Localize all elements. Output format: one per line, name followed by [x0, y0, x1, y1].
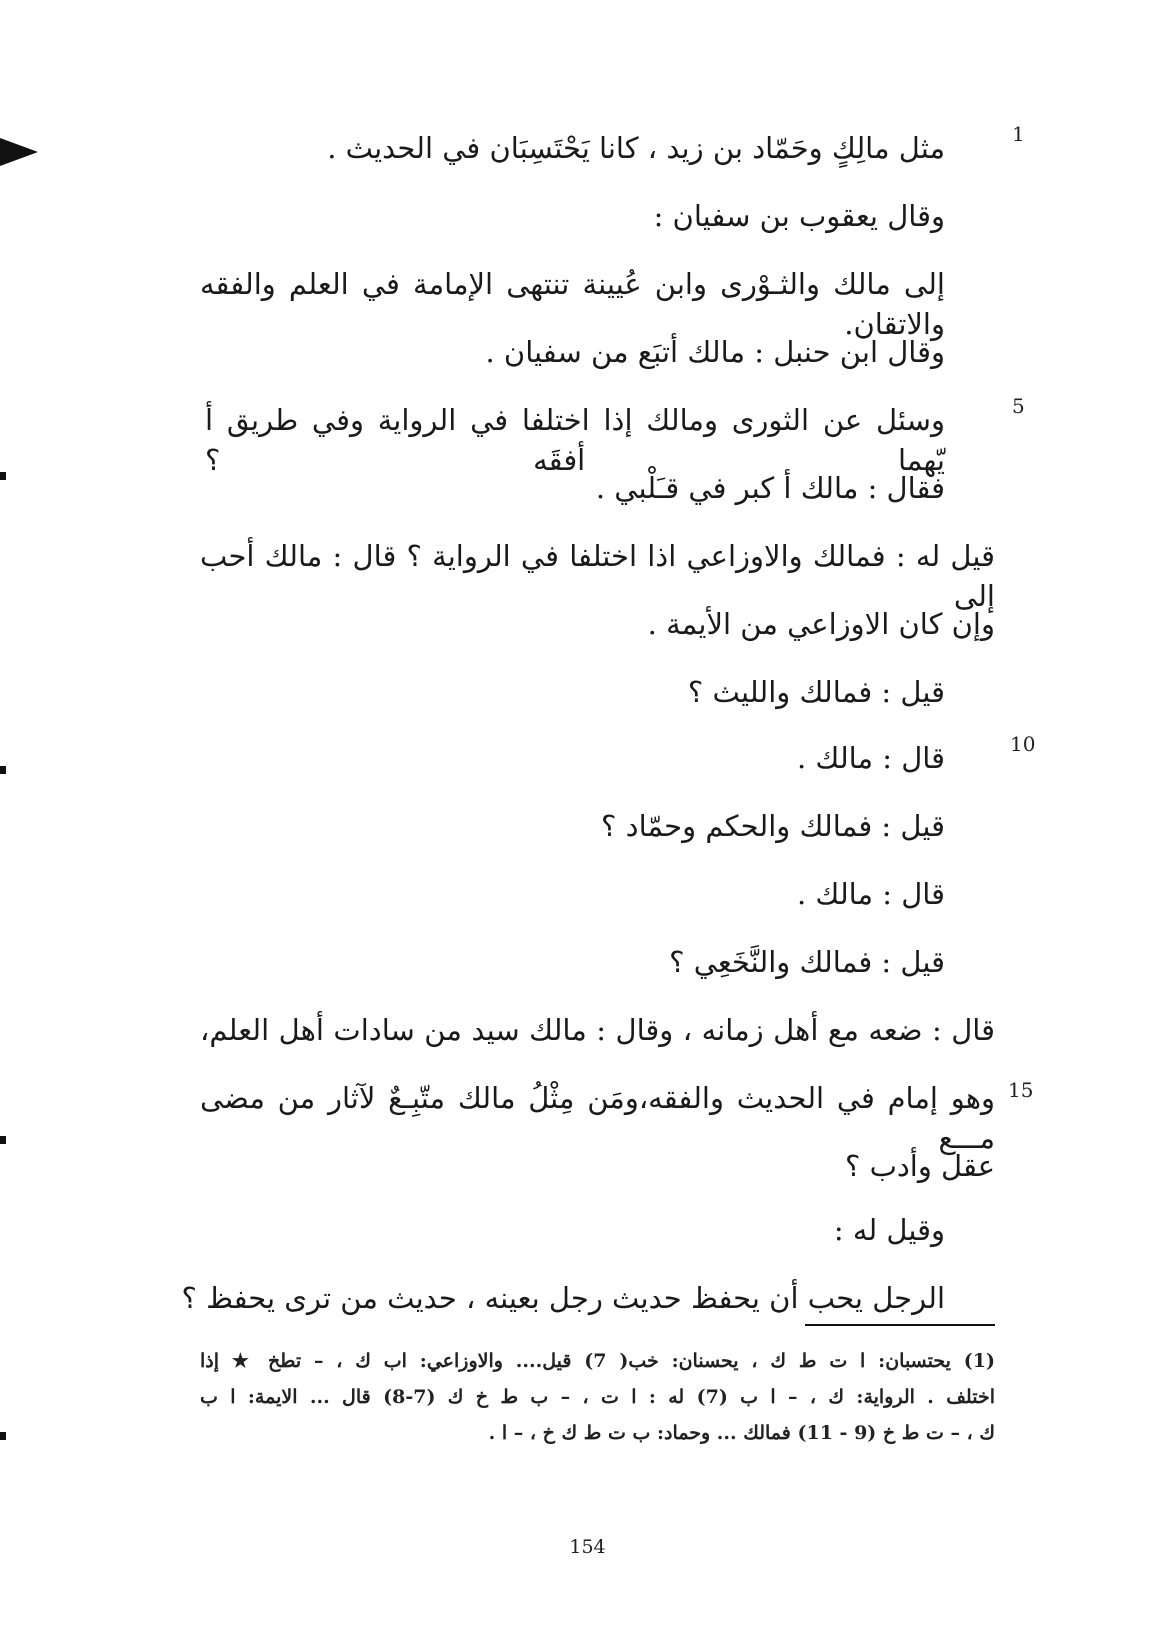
footnote-line: ك ، – ت ط خ (9 - 11) فمالك ... وحماد: ب ت ط ك خ ، – ا . — [488, 1422, 995, 1444]
text-line: إلى مالك والثـوْرى وابن عُيينة تنتهى الإمامة في العلم والفقه والاتقان. — [200, 267, 945, 341]
footnote-line: اختلف . الرواية: ك ، – ا ب (7) له : ا ت ، – ب ط خ ك (7-8) قال ... الايمة: ا ب — [200, 1386, 995, 1408]
text-line: الرجل يحب أن يحفظ حديث رجل بعينه ، حديث من ترى يحفظ ؟ — [181, 1281, 945, 1315]
text-line: قال : ضعه مع أهل زمانه ، وقال : مالك سيد من سادات أهل العلم، — [200, 1013, 995, 1047]
text-line: وهو إمام في الحديث والفقه،ومَن مِثْلُ مالك متّبِـعٌ لآثار من مضى مـــع — [200, 1081, 995, 1155]
text-line: وسئل عن الثورى ومالك إذا اختلفا في الرواية وفي طريق أ يّهما أفقَه ؟ — [205, 403, 945, 477]
text-line: قيل : فمالك والنَّخَعِي ؟ — [669, 945, 945, 979]
text-line: قيل : فمالك والحكم وحمّاد ؟ — [601, 809, 945, 843]
text-line: وقال يعقوب بن سفيان : — [653, 199, 945, 233]
footnote-line: (1) يحتسبان: ا ت ط ك ، يحسنان: خب( 7) قيل.... والاوزاعي: اب ك ، – تطخ ★ إذا — [200, 1350, 995, 1372]
margin-speck — [0, 1136, 6, 1144]
footnote-divider — [805, 1324, 995, 1326]
text-line: قال : مالك . — [796, 877, 945, 911]
text-line: عقل وأدب ؟ — [844, 1149, 995, 1183]
line-number: 5 — [1012, 394, 1025, 418]
line-number: 10 — [1010, 732, 1036, 756]
margin-arrow-mark — [0, 138, 38, 166]
text-line: وقيل له : — [833, 1213, 945, 1247]
line-number: 1 — [1012, 122, 1025, 146]
margin-speck — [0, 1432, 6, 1440]
text-line: فقال : مالك أ كبر في قـَلْبي . — [595, 471, 945, 505]
text-line: وقال ابن حنبل : مالك أتبَع من سفيان . — [485, 335, 945, 369]
margin-speck — [0, 766, 6, 774]
text-line: قال : مالك . — [796, 741, 945, 775]
text-line: وإن كان الاوزاعي من الأيمة . — [647, 607, 995, 641]
line-number: 15 — [1008, 1078, 1034, 1102]
text-line: مثل مالِكٍ وحَمّاد بن زيد ، كانا يَحْتَسِبَان في الحديث . — [327, 131, 945, 165]
text-line: قيل : فمالك والليث ؟ — [687, 675, 945, 709]
text-line: قيل له : فمالك والاوزاعي اذا اختلفا في الرواية ؟ قال : مالك أحب إلى — [200, 539, 995, 613]
page-number: 154 — [569, 1536, 606, 1558]
margin-speck — [0, 472, 6, 480]
